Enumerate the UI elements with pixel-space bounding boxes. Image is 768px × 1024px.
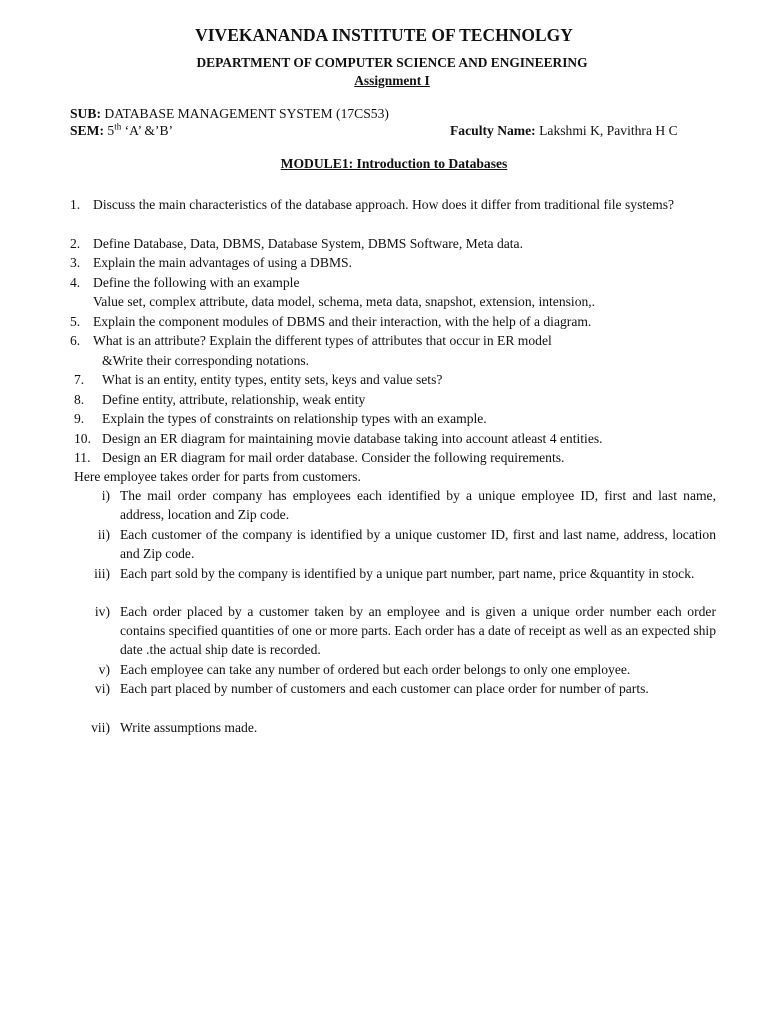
assignment-title: Assignment I <box>354 73 430 88</box>
question-text: Discuss the main characteristics of the database approach. How does it differ from traditional file systems? <box>93 197 675 212</box>
question-text: &Write their corresponding notations. <box>102 352 310 368</box>
question-text: Explain the types of constraints on relationship types with an example. <box>102 411 487 426</box>
semester-number: 5 <box>103 123 115 138</box>
faculty-line <box>450 121 678 140</box>
semester-sections: ‘A’ &’B’ <box>121 123 174 138</box>
requirement-number: v) <box>98 661 110 677</box>
department-title: DEPARTMENT OF COMPUTER SCIENCE AND ENGINEERING <box>196 55 588 70</box>
question-item <box>70 429 730 448</box>
requirement-item <box>70 718 716 737</box>
question-text: Explain the component modules of DBMS and their interaction, with the help of a diagram. <box>93 313 592 329</box>
question-continuation <box>70 351 730 370</box>
requirement-number: vi) <box>94 681 110 696</box>
requirement-text: Each customer of the company is identified by a unique customer ID, first and last name, address, location and Zip code. <box>120 526 716 561</box>
requirement-item <box>70 679 716 698</box>
question-number: 10. <box>74 430 91 446</box>
semester-suffix: th <box>114 121 122 132</box>
question-number: 9. <box>74 411 85 426</box>
requirement-number: vii) <box>91 719 110 735</box>
question-item <box>70 409 730 428</box>
question-number: 3. <box>70 255 81 270</box>
semester-line <box>70 121 173 140</box>
requirements-intro: Here employee takes order for parts from customers. <box>74 469 361 484</box>
subject-value: DATABASE MANAGEMENT SYSTEM (17CS53) <box>100 106 389 121</box>
requirement-text: Write assumptions made. <box>120 719 258 735</box>
question-number: 4. <box>70 274 81 290</box>
institute-title: VIVEKANANDA INSTITUTE OF TECHNOLGY <box>195 25 573 45</box>
question-item <box>70 390 730 409</box>
question-number: 7. <box>74 372 85 387</box>
question-number: 5. <box>70 313 81 329</box>
question-number: 6. <box>70 333 81 348</box>
requirement-text: The mail order company has employees each identified by a unique employee ID, first and last name, address, location and Zip code. <box>120 488 716 523</box>
question-item <box>70 253 730 272</box>
question-text: Design an ER diagram for mail order database. Consider the following requirements. <box>102 450 565 465</box>
question-number: 11. <box>74 450 91 465</box>
requirement-number: iii) <box>94 565 110 581</box>
question-text: What is an entity, entity types, entity sets, keys and value sets? <box>102 372 443 387</box>
question-item <box>70 312 730 331</box>
question-text: Define entity, attribute, relationship, weak entity <box>102 391 366 407</box>
question-text: Explain the main advantages of using a DBMS. <box>93 255 352 270</box>
requirement-text: Each employee can take any number of ordered but each order belongs to only one employee. <box>120 661 631 677</box>
faculty-label: Faculty Name: <box>450 123 536 138</box>
requirement-item <box>70 525 716 564</box>
question-text: What is an attribute? Explain the different types of attributes that occur in ER model <box>93 333 552 348</box>
requirement-item <box>70 486 716 525</box>
question-item <box>70 448 730 467</box>
question-item <box>70 273 730 292</box>
question-text: Value set, complex attribute, data model, schema, meta data, snapshot, extension, intension,. <box>93 294 596 309</box>
requirement-text: Each order placed by a customer taken by an employee and is given a unique order number each order contains specified quantities of one or more parts. Each order has a date of receipt as well as an expected ship date .the actual ship date is recorded. <box>120 603 717 658</box>
requirement-item <box>70 660 716 679</box>
requirement-number: ii) <box>97 526 110 542</box>
question-item <box>70 331 730 350</box>
question-number: 1. <box>70 197 81 212</box>
faculty-value: Lakshmi K, Pavithra H C <box>535 123 678 138</box>
question-text: Design an ER diagram for maintaining movie database taking into account atleast 4 entities. <box>102 430 603 446</box>
semester-label: SEM: <box>70 123 104 138</box>
requirement-item <box>70 564 716 583</box>
requirement-text: Each part sold by the company is identified by a unique part number, part name, price &quantity in stock. <box>120 565 695 581</box>
question-item <box>70 195 730 214</box>
question-text: Define the following with an example <box>93 274 300 290</box>
question-item <box>70 234 730 253</box>
question-continuation <box>70 292 730 311</box>
requirement-number: i) <box>101 488 110 503</box>
requirement-number: iv) <box>94 603 110 619</box>
question-item <box>70 370 730 389</box>
requirement-item <box>70 602 716 660</box>
module-title: MODULE1: Introduction to Databases <box>280 156 508 171</box>
question-number: 2. <box>70 235 81 251</box>
requirement-text: Each part placed by number of customers and each customer can place order for number of parts. <box>120 681 649 696</box>
question-number: 8. <box>74 391 85 407</box>
question-text: Define Database, Data, DBMS, Database System, DBMS Software, Meta data. <box>93 235 523 251</box>
subject-label: SUB: <box>70 106 101 121</box>
